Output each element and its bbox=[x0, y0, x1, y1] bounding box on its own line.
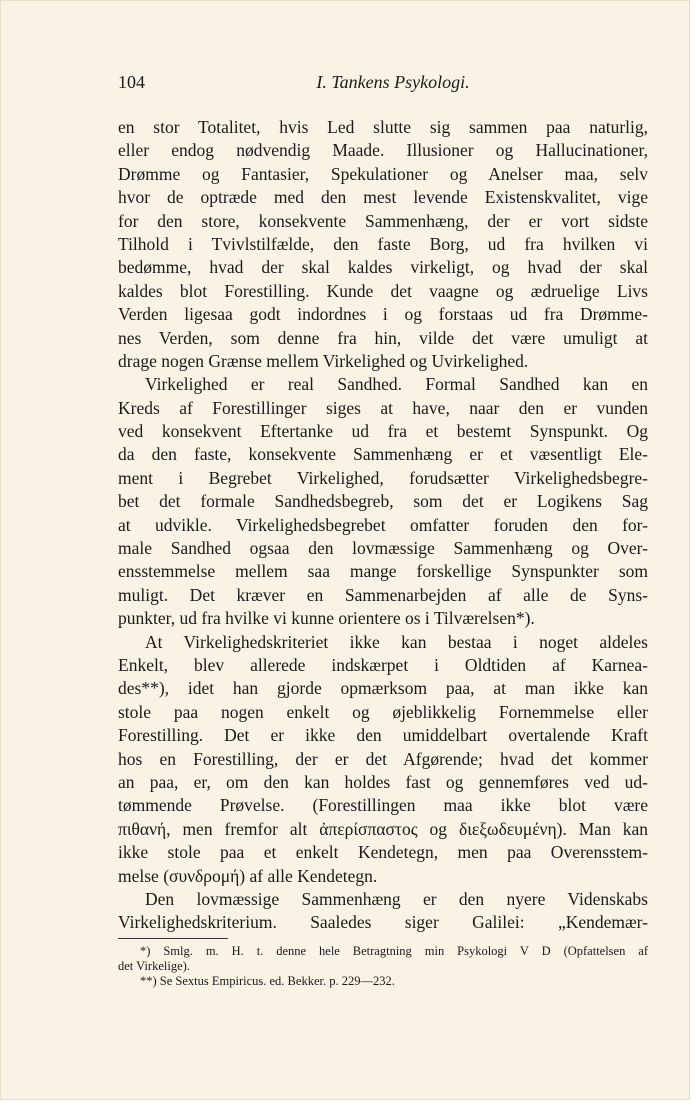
text-line: At Virkelighedskriteriet ikke kan bestaa i noget aldeles bbox=[145, 631, 648, 652]
text-line: Tilhold i Tvivlstilfælde, den faste Borg, ud fra hvilken vi bbox=[118, 233, 648, 254]
page-number: 104 bbox=[118, 72, 145, 92]
text-line: for den store, konsekvente Sammenhæng, der er vort sidste bbox=[118, 210, 648, 231]
text-line: hos en Forestilling, der er det Afgørende; hvad det kommer bbox=[118, 748, 648, 769]
text-line: ensstemmelse mellem saa mange forskellige Synspunkter som bbox=[118, 561, 648, 582]
text-line: drage nogen Grænse mellem Virkelighed og Uvirkelighed. bbox=[118, 350, 529, 371]
text-line: bedømme, hvad der skal kaldes virkeligt, og hvad der skal bbox=[118, 257, 648, 278]
page-header bbox=[118, 72, 648, 96]
footnote-divider bbox=[118, 938, 228, 939]
text-line: Den lovmæssige Sammenhæng er den nyere Videnskabs bbox=[145, 888, 648, 909]
text-line: ikke stole paa et enkelt Kendetegn, men paa Overensstem- bbox=[118, 842, 648, 863]
text-line: ment i Begrebet Virkelighed, forudsætter Virkelighedsbegre- bbox=[118, 467, 648, 488]
text-line: Forestilling. Det er ikke den umiddelbart overtalende Kraft bbox=[118, 725, 648, 746]
text-line: punkter, ud fra hvilke vi kunne orientere os i Tilværelsen*). bbox=[118, 608, 535, 629]
text-line: Virkelighedskriterium. Saaledes siger Galilei: „Kendemær- bbox=[118, 912, 648, 933]
text-line: stole paa nogen enkelt og øjeblikkelig Fornemmelse eller bbox=[118, 701, 648, 722]
text-line: muligt. Det kræver en Sammenarbejden af alle de Syns- bbox=[118, 584, 648, 605]
running-head: I. Tankens Psykologi. bbox=[316, 72, 470, 92]
text-line: πιθανή, men fremfor alt ἀπερίσπαστος og διεξωδευμένη). Man kan bbox=[118, 818, 648, 839]
footnote-line: *) Smlg. m. H. t. denne hele Betragtning min Psykologi V D (Opfattelsen af bbox=[140, 944, 648, 958]
text-line: male Sandhed ogsaa den lovmæssige Sammenhæng og Over- bbox=[118, 538, 648, 559]
text-line: nes Verden, som denne fra hin, vilde det være umuligt at bbox=[118, 327, 648, 348]
text-line: ved konsekvent Eftertanke ud fra et bestemt Synspunkt. Og bbox=[118, 421, 648, 442]
text-line: bet det formale Sandhedsbegreb, som det er Logikens Sag bbox=[118, 491, 648, 512]
text-line: en stor Totalitet, hvis Led slutte sig sammen paa naturlig, bbox=[118, 117, 648, 137]
text-line: Verden ligesaa godt indordnes i og forstaas ud fra Drømme- bbox=[118, 304, 648, 325]
text-line: Drømme og Fantasier, Spekulationer og Anelser maa, selv bbox=[118, 163, 648, 184]
text-line: Virkelighed er real Sandhed. Formal Sandhed kan en bbox=[145, 374, 648, 395]
text-line: an paa, er, om den kan holdes fast og gennemføres ved ud- bbox=[118, 771, 648, 792]
footnote-line: det Virkelige). bbox=[118, 959, 190, 973]
footnote-line: **) Se Sextus Empiricus. ed. Bekker. p. 229—232. bbox=[140, 974, 395, 988]
text-line: hvor de optræde med den mest levende Existenskvalitet, vige bbox=[118, 187, 648, 208]
text-line: tømmende Prøvelse. (Forestillingen maa ikke blot være bbox=[118, 795, 648, 816]
footnotes bbox=[118, 944, 648, 989]
body-text bbox=[118, 116, 648, 935]
text-line: at udvikle. Virkelighedsbegrebet omfatter foruden den for- bbox=[118, 514, 648, 535]
text-line: eller endog nødvendig Maade. Illusioner og Hallucinationer, bbox=[118, 140, 648, 161]
text-line: da den faste, konsekvente Sammenhæng er et væsentligt Ele- bbox=[118, 444, 648, 465]
text-line: Enkelt, blev allerede indskærpet i Oldtiden af Karnea- bbox=[118, 654, 648, 675]
text-line: Kreds af Forestillinger siges at have, naar den er vunden bbox=[118, 397, 648, 418]
text-line: des**), idet han gjorde opmærksom paa, at man ikke kan bbox=[118, 678, 648, 699]
text-line: kaldes blot Forestilling. Kunde det vaagne og ædruelige Livs bbox=[118, 280, 648, 301]
text-line: melse (συνδρομή) af alle Kendetegn. bbox=[118, 865, 378, 886]
